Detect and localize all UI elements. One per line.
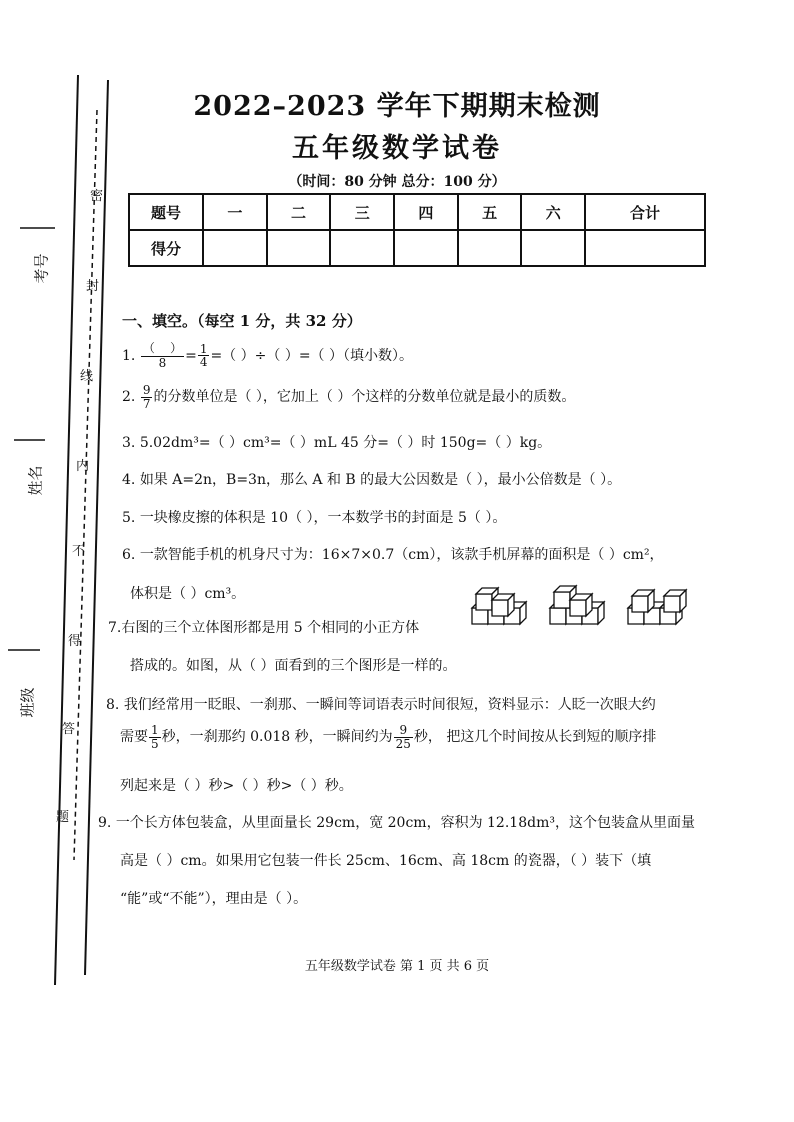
question-6-line-2: 体积是（ ）cm³。: [130, 586, 246, 602]
question-2: 2. $\frac{9}{7}$ 的分数单位是（ ），它加上（ ）个这样的分数单位就是最小的质数。: [122, 383, 576, 411]
question-7-line-1: [108, 617, 419, 637]
score-row-label: 得分: [129, 230, 203, 266]
seal-word-3: 线: [80, 369, 94, 384]
score-header-cell: 题号: [129, 194, 203, 230]
fraction: $\frac{1}{4}$: [199, 341, 208, 370]
seal-word-5: 不: [72, 544, 86, 559]
section-1-heading: 一、填空。（每空 1 分，共 32 分）: [122, 312, 362, 330]
page-footer: 五年级数学试卷 第 1 页 共 6 页: [304, 959, 490, 974]
score-blank-cell[interactable]: [330, 230, 394, 266]
question-number: 2.: [122, 389, 136, 406]
question-text: 一款智能手机的机身尺寸为：16×7×0.7（cm），该款手机屏幕的面积是（ ）cm²，: [139, 547, 664, 563]
cube-figures: [466, 582, 696, 628]
question-7-line-2: 搭成的。如图，从（ ）面看到的三个图形是一样的。: [130, 658, 457, 674]
seal-word-8: 题: [56, 810, 70, 825]
question-8-line-1: [106, 694, 656, 714]
score-header-cell: 三: [330, 194, 394, 230]
exam-title: 2022–2023 学年下期期末检测: [193, 91, 601, 122]
question-8-line-2: 需要 $\frac{1}{5}$ 秒，一刹那约 0.018 秒，一瞬间约为 $\frac{9}{25}$ 秒， 把这几个时间按从长到短的顺序排: [120, 723, 657, 751]
question-5: [122, 507, 506, 527]
question-text: 如果 A=2n，B=3n，那么 A 和 B 的最大公因数是（ ），最小公倍数是（ ）。: [139, 472, 622, 488]
score-blank-cell[interactable]: [458, 230, 522, 266]
seal-word-4: 内: [76, 459, 90, 474]
fraction: $\frac{9}{25}$: [395, 723, 411, 751]
exam-time-score: （时间：80 分钟 总分：100 分）: [288, 174, 506, 190]
question-9-line-2: 高是（ ）cm。如果用它包装一件长 25cm、16cm、高 18cm 的瓷器，（ ）装下（填: [120, 853, 652, 869]
score-blank-cell[interactable]: [585, 230, 705, 266]
score-header-cell: 合计: [585, 194, 705, 230]
question-number: 5.: [122, 510, 136, 526]
score-blank-cell[interactable]: [203, 230, 267, 266]
cube-figure-1: [472, 588, 526, 624]
question-8-line-3: 列起来是（ ）秒>（ ）秒>（ ）秒。: [120, 778, 353, 794]
score-header-cell: 六: [521, 194, 585, 230]
cube-figure-3: [628, 590, 686, 624]
question-number: 8.: [106, 697, 120, 713]
score-blank-cell[interactable]: [394, 230, 458, 266]
question-9-line-3: “能”或“不能”），理由是（ ）。: [120, 891, 308, 907]
seal-word-6: 得: [68, 634, 82, 649]
question-text: 一个长方体包装盒，从里面量长 29cm，宽 20cm，容积为 12.18dm³，这个包装盒从里面量: [115, 815, 695, 831]
question-3: [122, 432, 551, 452]
name-label: 姓名: [26, 465, 45, 496]
question-number: 9.: [98, 815, 112, 831]
score-table: [128, 193, 706, 267]
binding-margin-lines: [0, 0, 130, 1122]
exam-subject-title: 五年级数学试卷: [292, 133, 502, 164]
question-9-line-1: [98, 812, 695, 832]
question-1: 1. $\frac{( )}{8}$ = $\frac{1}{4}$ =（ ）÷（ ）=（ ）（填小数）。: [122, 341, 413, 370]
fraction-blank: $\frac{( )}{8}$: [142, 341, 183, 370]
fraction: $\frac{1}{5}$: [151, 723, 159, 751]
score-header-cell: 四: [394, 194, 458, 230]
question-number: 6.: [122, 547, 136, 563]
question-number: 1.: [122, 347, 136, 364]
question-number: 7.: [108, 620, 122, 636]
cube-figure-2: [550, 586, 604, 624]
fraction: $\frac{9}{7}$: [142, 383, 151, 411]
question-number: 3.: [122, 435, 136, 451]
seal-word-1: 密: [90, 189, 104, 204]
seal-word-7: 答: [62, 722, 76, 737]
class-label: 班级: [18, 687, 37, 718]
question-text: 我们经常用一眨眼、一刹那、一瞬间等词语表示时间很短，资料显示：人眨一次眼大约: [123, 697, 656, 713]
question-6-line-1: [122, 544, 664, 564]
question-text: 右图的三个立体图形都是用 5 个相同的小正方体: [121, 620, 420, 636]
question-number: 4.: [122, 472, 136, 488]
score-blank-cell[interactable]: [267, 230, 331, 266]
score-header-cell: 五: [458, 194, 522, 230]
score-blank-cell[interactable]: [521, 230, 585, 266]
question-text: 一块橡皮擦的体积是 10（ ），一本数学书的封面是 5（ ）。: [139, 510, 507, 526]
question-4: [122, 469, 621, 489]
seal-word-2: 封: [86, 279, 100, 294]
score-header-cell: 二: [267, 194, 331, 230]
question-text: 5.02dm³=（ ）cm³=（ ）mL 45 分=（ ）时 150g=（ ）kg。: [139, 435, 552, 451]
exam-number-label: 考号: [32, 253, 51, 284]
score-header-cell: 一: [203, 194, 267, 230]
